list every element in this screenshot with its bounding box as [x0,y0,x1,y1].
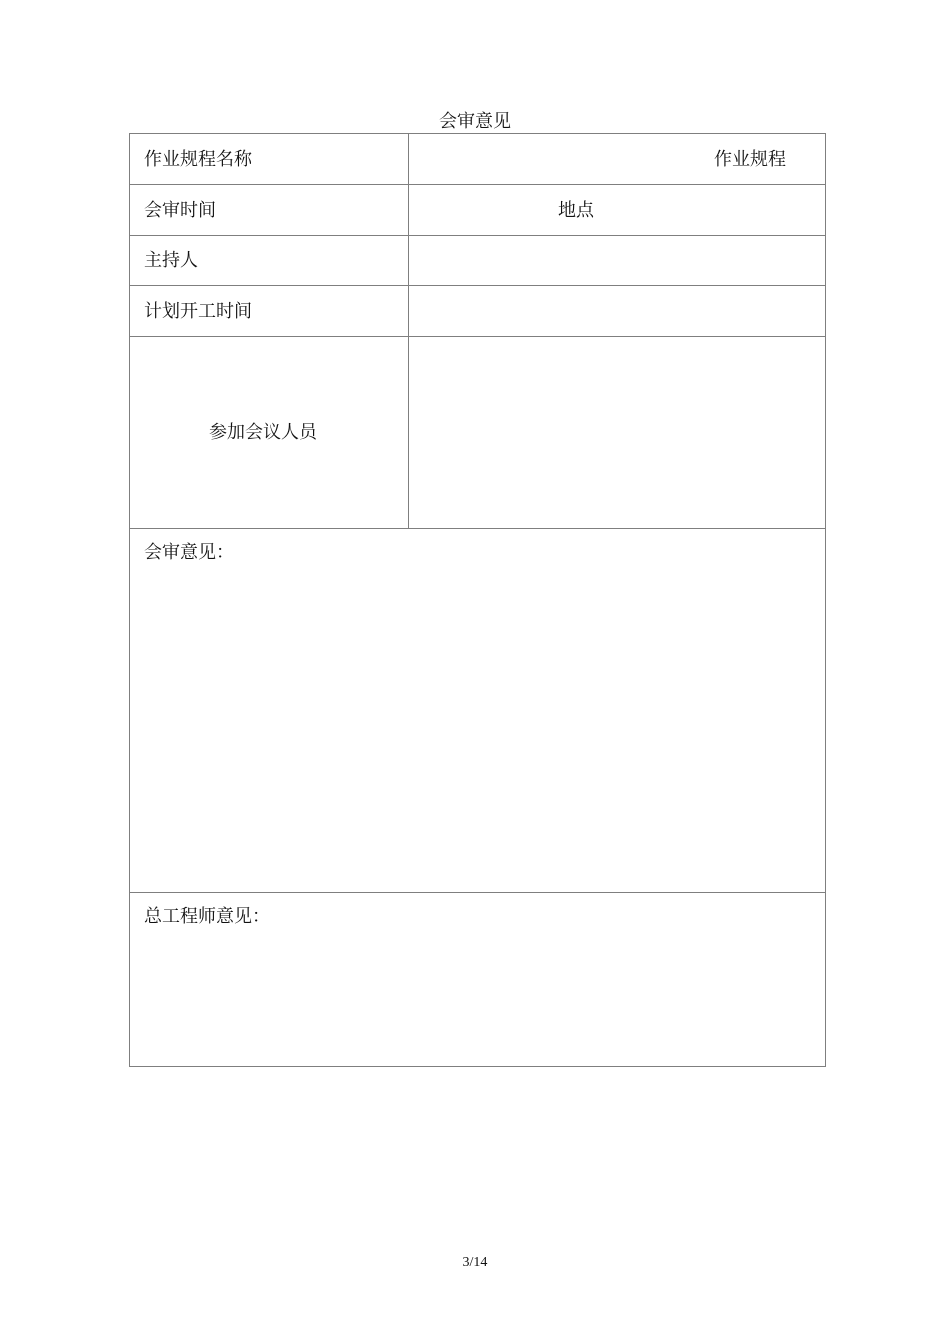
column-divider [408,134,409,528]
chief-engineer-opinion-area[interactable] [130,893,825,1066]
host-field[interactable] [410,236,824,284]
procedure-name-value[interactable]: 作业规程 [714,149,786,170]
review-opinion-area[interactable] [130,529,825,891]
planned-start-time-label: 计划开工时间 [144,301,252,322]
review-form-table [129,133,826,1067]
procedure-name-label: 作业规程名称 [144,149,252,170]
location-label: 地点 [558,200,594,221]
attendees-field[interactable] [410,337,824,527]
planned-start-time-field[interactable] [410,286,824,335]
document-title: 会审意见 [439,111,511,132]
attendees-label: 参加会议人员 [209,422,317,443]
review-opinion-label: 会审意见： [144,542,234,563]
review-time-label: 会审时间 [144,200,216,221]
row-divider [130,184,825,185]
page-number: 3/14 [462,1255,488,1270]
host-label: 主持人 [144,250,198,271]
chief-engineer-opinion-label: 总工程师意见： [144,906,270,927]
